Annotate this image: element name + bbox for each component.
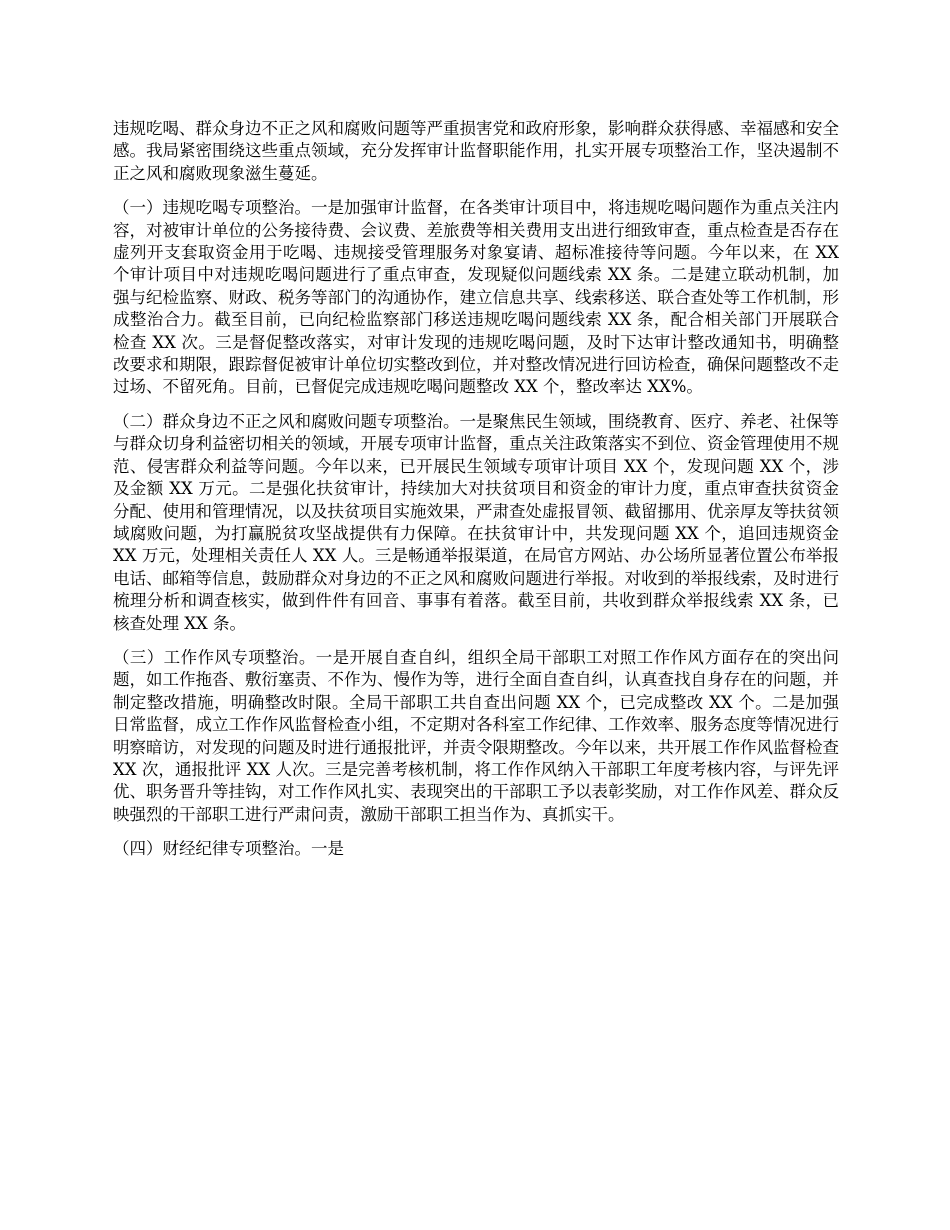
- paragraph-section-1: （一）违规吃喝专项整治。一是加强审计监督，在各类审计项目中，将违规吃喝问题作为重点关注内容，对被审计单位的公务接待费、会议费、差旅费等相关费用支出进行细致审查，重点检查是否存在虚列开支套取资金用于吃喝、违规接受管理服务对象宴请、超标准接待等问题。今年以来，在 XX 个审计项目中对违规吃喝问题进行了重点审查，发现疑似问题线索 XX 条。二是建立联动机制，加强与纪检监察、财政、税务等部门的沟通协作，建立信息共享、线索移送、联合查处等工作机制，形成整治合力。截至目前，已向纪检监察部门移送违规吃喝问题线索 XX 条，配合相关部门开展联合检查 XX 次。三是督促整改落实，对审计发现的违规吃喝问题，及时下达审计整改通知书，明确整改要求和期限，跟踪督促被审计单位切实整改到位，并对整改情况进行回访检查，确保问题整改不走过场、不留死角。目前，已督促完成违规吃喝问题整改 XX 个，整改率达 XX%。: [113, 198, 839, 397]
- paragraph-section-2: （二）群众身边不正之风和腐败问题专项整治。一是聚焦民生领域，围绕教育、医疗、养老、社保等与群众切身利益密切相关的领域，开展专项审计监督，重点关注政策落实不到位、资金管理使用不规范、侵害群众利益等问题。今年以来，已开展民生领域专项审计项目 XX 个，发现问题 XX 个，涉及金额 XX 万元。二是强化扶贫审计，持续加大对扶贫项目和资金的审计力度，重点审查扶贫资金分配、使用和管理情况，以及扶贫项目实施效果，严肃查处虚报冒领、截留挪用、优亲厚友等扶贫领域腐败问题，为打赢脱贫攻坚战提供有力保障。在扶贫审计中，共发现问题 XX 个，追回违规资金 XX 万元，处理相关责任人 XX 人。三是畅通举报渠道，在局官方网站、办公场所显著位置公布举报电话、邮箱等信息，鼓励群众对身边的不正之风和腐败问题进行举报。对收到的举报线索，及时进行梳理分析和调查核实，做到件件有回音、事事有着落。截至目前，共收到群众举报线索 XX 条，已核查处理 XX 条。: [113, 411, 839, 633]
- document-body: [113, 118, 839, 873]
- paragraph-intro: 违规吃喝、群众身边不正之风和腐败问题等严重损害党和政府形象，影响群众获得感、幸福感和安全感。我局紧密围绕这些重点领域，充分发挥审计监督职能作用，扎实开展专项整治工作，坚决遏制不正之风和腐败现象滋生蔓延。: [113, 119, 839, 183]
- paragraph-section-3: （三）工作作风专项整治。一是开展自查自纠，组织全局干部职工对照工作作风方面存在的突出问题，如工作拖沓、敷衍塞责、不作为、慢作为等，进行全面自查自纠，认真查找自身存在的问题，并制定整改措施，明确整改时限。全局干部职工共自查出问题 XX 个，已完成整改 XX 个。二是加强日常监督，成立工作作风监督检查小组，不定期对各科室工作纪律、工作效率、服务态度等情况进行明察暗访，对发现的问题及时进行通报批评，并责令限期整改。今年以来，共开展工作作风监督检查 XX 次，通报批评 XX 人次。三是完善考核机制，将工作作风纳入干部职工年度考核内容，与评先评优、职务晋升等挂钩，对工作作风扎实、表现突出的干部职工予以表彰奖励，对工作作风差、群众反映强烈的干部职工进行严肃问责，激励干部职工担当作为、真抓实干。: [113, 647, 839, 824]
- paragraph-section-4: （四）财经纪律专项整治。一是: [113, 839, 344, 859]
